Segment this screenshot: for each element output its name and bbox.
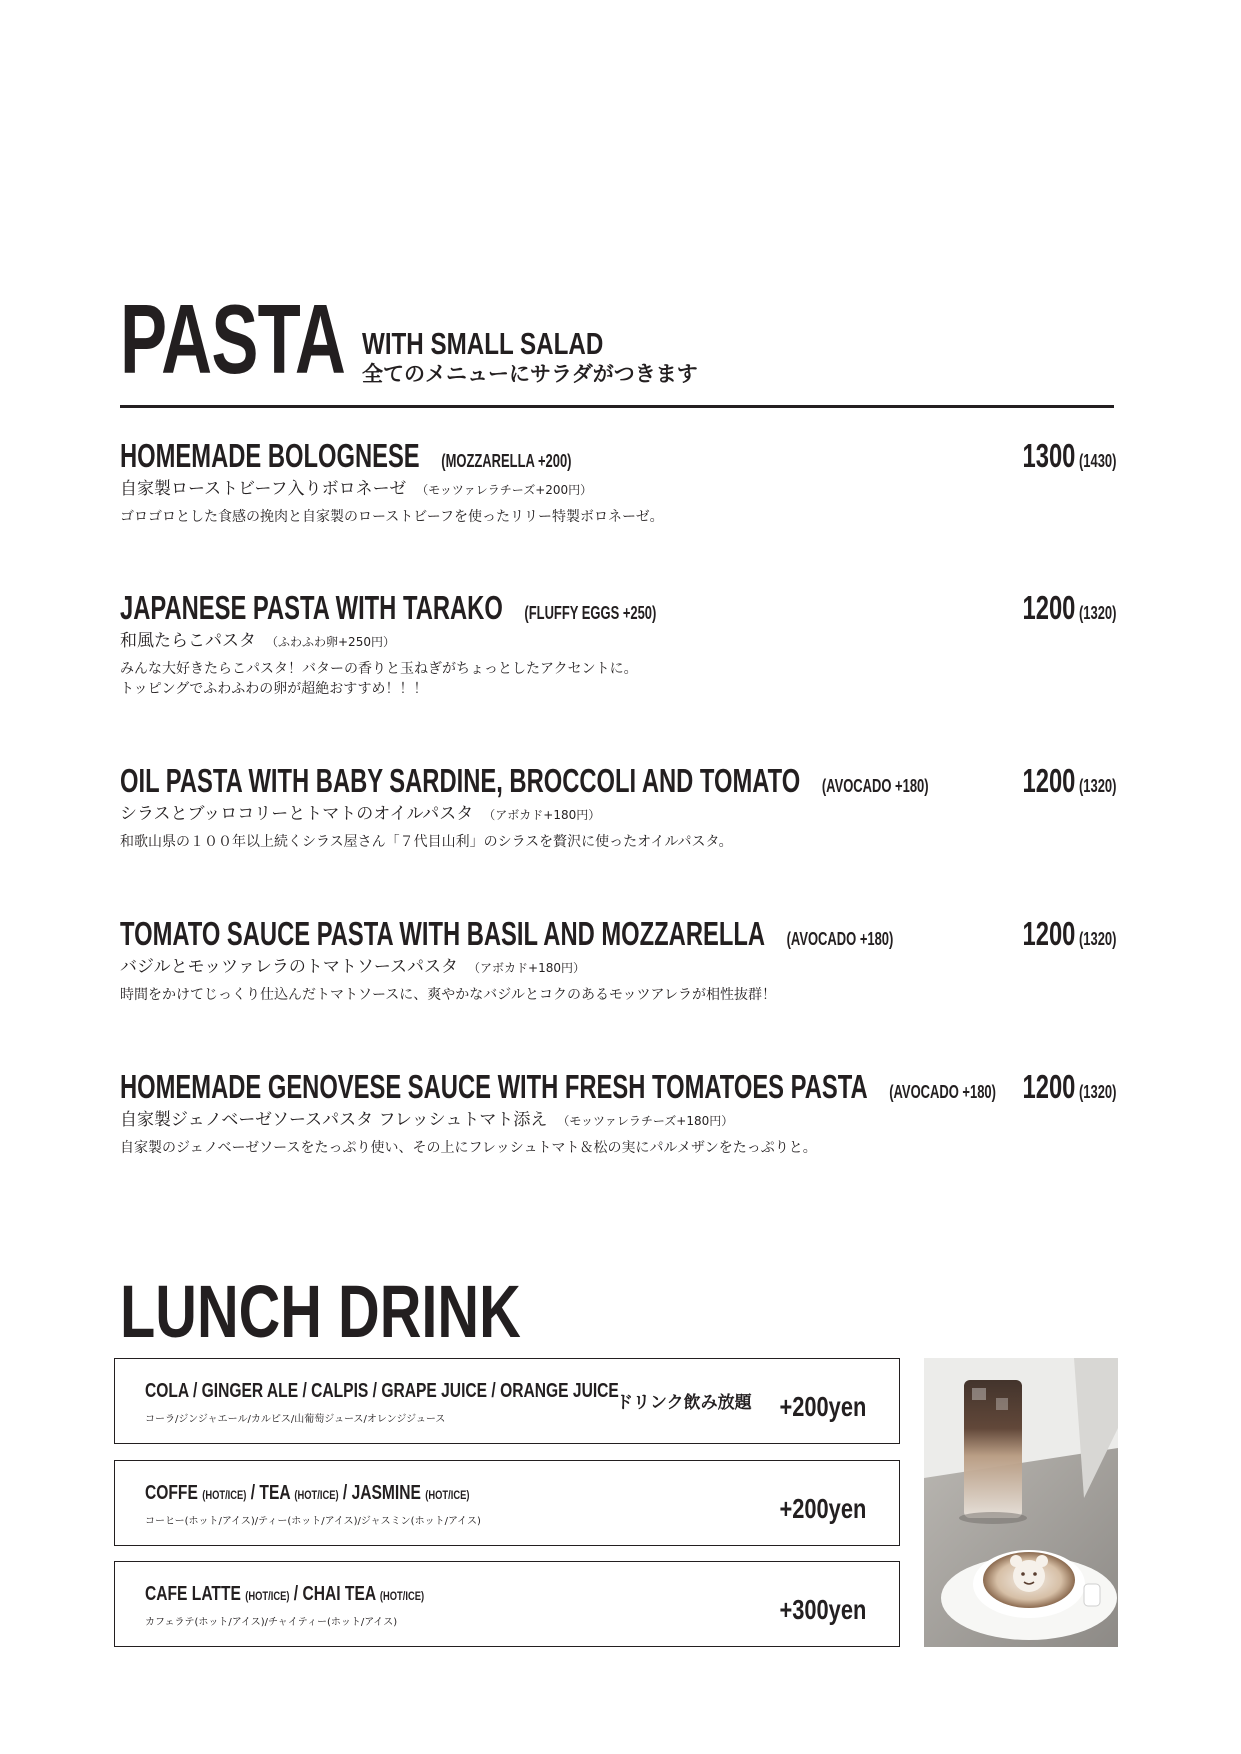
menu-item-jp-option: （モッツァレラチーズ+180円） [557, 1114, 734, 1128]
menu-item-jp-option: （アボカド+180円） [483, 808, 601, 822]
drink-option-jp: コーラ/ジンジャエール/カルピス/山葡萄ジュース/オレンジジュース [145, 1414, 446, 1425]
drinks-photo-illustration [924, 1358, 1118, 1647]
menu-item-price-tax: (1430) [1078, 451, 1116, 471]
pasta-divider [120, 405, 1114, 408]
menu-item-description: 和歌山県の１００年以上続くシラス屋さん「７代目山利」のシラスを贅沢に使ったオイルパスタ。 [120, 834, 733, 850]
menu-item-jp-name: 和風たらこパスタ （ふわふわ卵+250円） [120, 631, 395, 651]
menu-item-price-tax: (1320) [1078, 776, 1116, 796]
menu-item-jp-option: （モッツァレラチーズ+200円） [416, 483, 593, 497]
drink-option-box [114, 1561, 900, 1647]
menu-item-option: (AVOCADO +180) [786, 929, 894, 949]
drink-option-price: +300yen [779, 1594, 866, 1625]
menu-item-name: OIL PASTA WITH BABY SARDINE, BROCCOLI AND TOMATO (AVOCADO +180) [120, 762, 929, 799]
menu-item-jp-name: シラスとブッロコリーとトマトのオイルパスタ （アボカド+180円） [120, 804, 601, 824]
menu-item-option: (AVOCADO +180) [889, 1082, 996, 1102]
drink-free-refill-label: ドリンク飲み放題 [616, 1393, 752, 1413]
menu-item [120, 764, 1116, 874]
menu-item-price: 1200 (1320) [1022, 1068, 1116, 1105]
menu-item-description: 時間をかけてじっくり仕込んだトマトソースに、爽やかなバジルとコクのあるモッツアレラが相性抜群！ [120, 987, 776, 1003]
drink-option-box [114, 1358, 900, 1444]
drink-option-price: +200yen [779, 1493, 866, 1524]
drinks-photo [924, 1358, 1118, 1647]
menu-item-jp-name: バジルとモッツァレラのトマトソースパスタ （アボカド+180円） [120, 957, 586, 977]
pasta-section-title: PASTA [120, 284, 346, 394]
menu-item-name: TOMATO SAUCE PASTA WITH BASIL AND MOZZARELLA (AVOCADO +180) [120, 915, 894, 952]
drink-option-name: COFFE (HOT/ICE) / TEA (HOT/ICE) / JASMINE (HOT/ICE) [145, 1482, 470, 1504]
menu-item [120, 917, 1116, 1027]
menu-item-price-tax: (1320) [1078, 1082, 1116, 1102]
drink-option-jp: コーヒー(ホット/アイス)/ティー(ホット/アイス)/ジャスミン(ホット/アイス) [145, 1516, 481, 1527]
menu-item-price: 1200 (1320) [1022, 915, 1116, 952]
menu-item-description: 自家製のジェノベーゼソースをたっぷり使い、その上にフレッシュトマト＆松の実にパルメザンをたっぷりと。 [120, 1140, 817, 1156]
drink-option-jp: カフェラテ(ホット/アイス)/チャイティー(ホット/アイス) [145, 1617, 398, 1628]
menu-item-option: (MOZZARELLA +200) [441, 451, 572, 471]
pasta-subtitle-en: WITH SMALL SALAD [362, 326, 604, 361]
drink-option-box [114, 1460, 900, 1546]
menu-item [120, 1070, 1116, 1180]
menu-item-jp-option: （ふわふわ卵+250円） [266, 635, 395, 649]
menu-item-description: ゴロゴロとした食感の挽肉と自家製のローストビーフを使ったリリー特製ボロネーゼ。 [120, 509, 664, 525]
menu-item-name: HOMEMADE BOLOGNESE (MOZZARELLA +200) [120, 437, 572, 474]
menu-item-jp-name: 自家製ローストビーフ入りボロネーゼ （モッツァレラチーズ+200円） [120, 479, 593, 499]
menu-item-price-tax: (1320) [1078, 929, 1116, 949]
menu-item-price-tax: (1320) [1078, 603, 1116, 623]
menu-item-name: JAPANESE PASTA WITH TARAKO (FLUFFY EGGS +250) [120, 589, 657, 626]
menu-item-option: (AVOCADO +180) [821, 776, 929, 796]
menu-item-price: 1200 (1320) [1022, 762, 1116, 799]
drink-option-name: COLA / GINGER ALE / CALPIS / GRAPE JUICE / ORANGE JUICE [145, 1380, 619, 1402]
menu-item-name: HOMEMADE GENOVESE SAUCE WITH FRESH TOMATOES PASTA (AVOCADO +180) [120, 1068, 996, 1105]
menu-item-jp-option: （アボカド+180円） [468, 961, 586, 975]
menu-item [120, 439, 1116, 549]
menu-item-option: (FLUFFY EGGS +250) [524, 603, 657, 623]
menu-item-price: 1200 (1320) [1022, 589, 1116, 626]
menu-item [120, 591, 1116, 701]
drink-option-name: CAFE LATTE (HOT/ICE) / CHAI TEA (HOT/ICE) [145, 1583, 425, 1605]
lunch-drink-title: LUNCH DRINK [120, 1270, 521, 1353]
drink-option-price: +200yen [779, 1391, 866, 1422]
menu-item-jp-name: 自家製ジェノベーゼソースパスタ フレッシュトマト添え （モッツァレラチーズ+180円） [120, 1110, 734, 1130]
menu-item-description: みんな大好きたらこパスタ！バターの香りと玉ねぎがちょっとしたアクセントに。 トッピングでふわふわの卵が超絶おすすめ！！！ [120, 661, 638, 697]
menu-item-price: 1300 (1430) [1022, 437, 1116, 474]
pasta-subtitle-jp: 全てのメニューにサラダがつきます [362, 362, 698, 386]
